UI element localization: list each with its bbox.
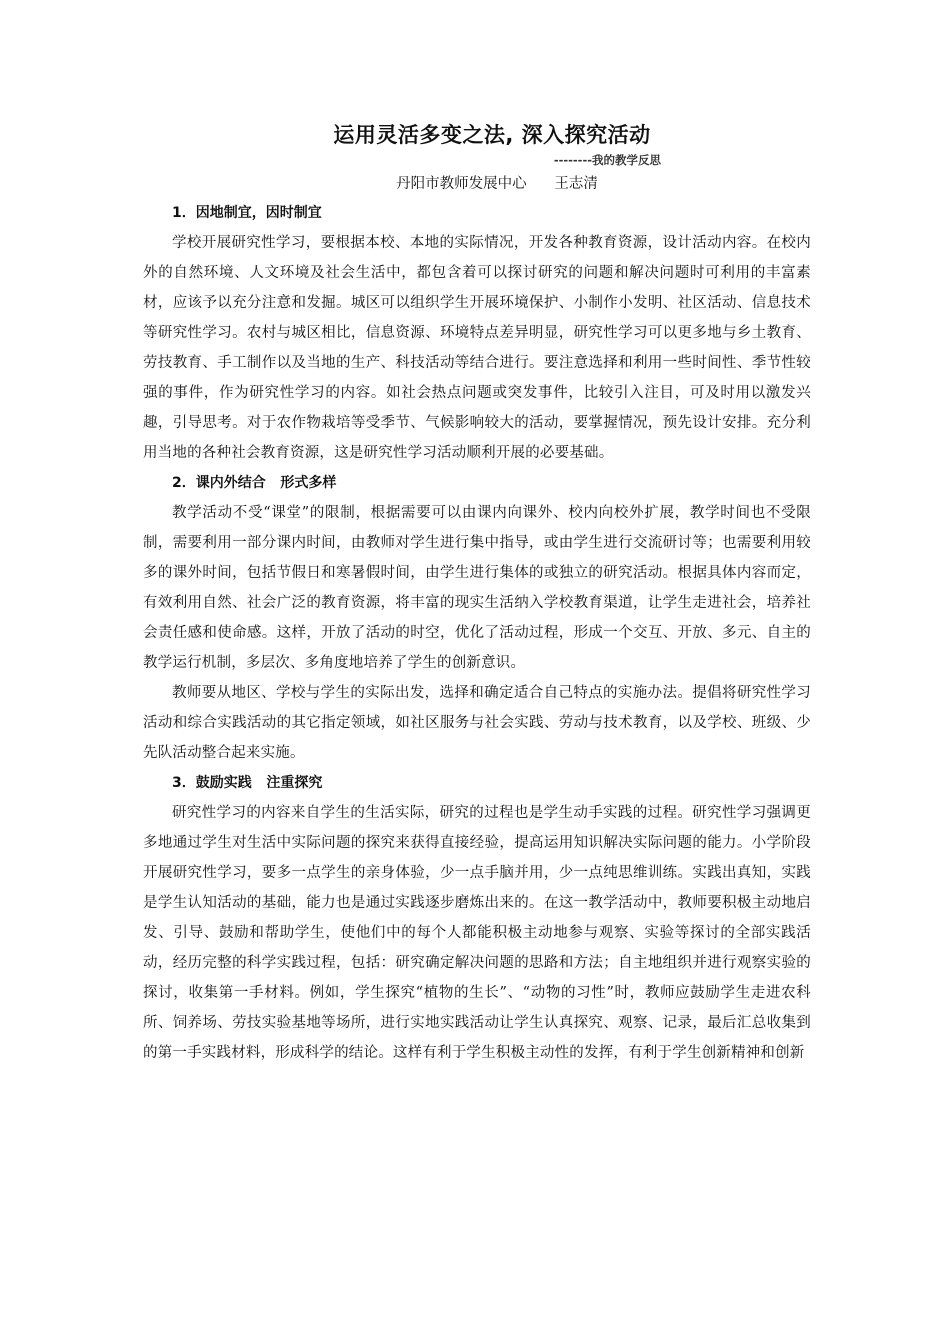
- paragraph: 教学活动不受“课堂”的限制，根据需要可以由课内向课外、校内向校外扩展，教学时间也不受限制，需要利用一部分课内时间，由教师对学生进行集中指导，或由学生进行交流研讨等；也需要利用较多的课外时间，包括节假日和寒暑假时间，由学生进行集体的或独立的研究活动。根据具体内容而定，有效利用自然、社会广泛的教育资源，将丰富的现实生活纳入学校教育渠道，让学生走进社会，培养社会责任感和使命感。这样，开放了活动的时空，优化了活动过程，形成一个交互、开放、多元、自主的教学运行机制，多层次、多角度地培养了学生的创新意识。: [143, 505, 811, 671]
- section-heading: 2．课内外结合 形式多样: [172, 475, 337, 491]
- document-subtitle: --------我的教学反思: [553, 153, 661, 167]
- section-heading: 3．鼓励实践 注重探究: [172, 775, 323, 791]
- paragraph: 研究性学习的内容来自学生的生活实际，研究的过程也是学生动手实践的过程。研究性学习强调更多地通过学生对生活中实际问题的探究来获得直接经验，提高运用知识解决实际问题的能力。小学阶段开展研究性学习，要多一点学生的亲身体验，少一点手脑并用，少一点纯思维训练。实践出真知，实践是学生认知活动的基础，能力也是通过实践逐步磨炼出来的。在这一教学活动中，教师要积极主动地启发、引导、鼓励和帮助学生，使他们中的每个人都能积极主动地参与观察、实验等探讨的全部实践活动，经历完整的科学实践过程，包括：研究确定解决问题的思路和方法；自主地组织并进行观察实验的探讨，收集第一手材料。例如，学生探究“植物的生长”、“动物的习性”时，教师应鼓励学生走进农科所、饲养场、劳技实验基地等场所，进行实地实践活动让学生认真探究、观察、记录，最后汇总收集到的第一手实践材料，形成科学的结论。这样有利于学生积极主动性的发挥，有利于学生创新精神和创新: [143, 805, 811, 1061]
- section-1: [143, 198, 811, 468]
- section-heading: 1．因地制宜，因时制宜: [172, 205, 322, 221]
- paragraph: 学校开展研究性学习，要根据本校、本地的实际情况，开发各种教育资源，设计活动内容。在校内外的自然环境、人文环境及社会生活中，都包含着可以探讨研究的问题和解决问题时可利用的丰富素材，应该予以充分注意和发掘。城区可以组织学生开展环境保护、小制作小发明、社区活动、信息技术等研究性学习。农村与城区相比，信息资源、环境特点差异明显，研究性学习可以更多地与乡土教育、劳技教育、手工制作以及当地的生产、科技活动等结合进行。要注意选择和利用一些时间性、季节性较强的事件，作为研究性学习的内容。如社会热点问题或突发事件，比较引入注目，可及时用以激发兴趣，引导思考。对于农作物栽培等受季节、气候影响较大的活动，要掌握情况，预先设计安排。充分利用当地的各种社会教育资源，这是研究性学习活动顺利开展的必要基础。: [143, 235, 811, 461]
- author-line: 丹阳市教师发展中心 王志清: [396, 176, 598, 192]
- document-title: 运用灵活多变之法, 深入探究活动: [333, 123, 651, 147]
- section-2: [143, 468, 811, 768]
- section-3: [143, 768, 811, 1068]
- paragraph: 教师要从地区、学校与学生的实际出发，选择和确定适合自己特点的实施办法。提倡将研究性学习活动和综合实践活动的其它指定领域，如社区服务与社会实践、劳动与技术教育，以及学校、班级、少先队活动整合起来实施。: [143, 685, 811, 761]
- document-page: [143, 120, 811, 1068]
